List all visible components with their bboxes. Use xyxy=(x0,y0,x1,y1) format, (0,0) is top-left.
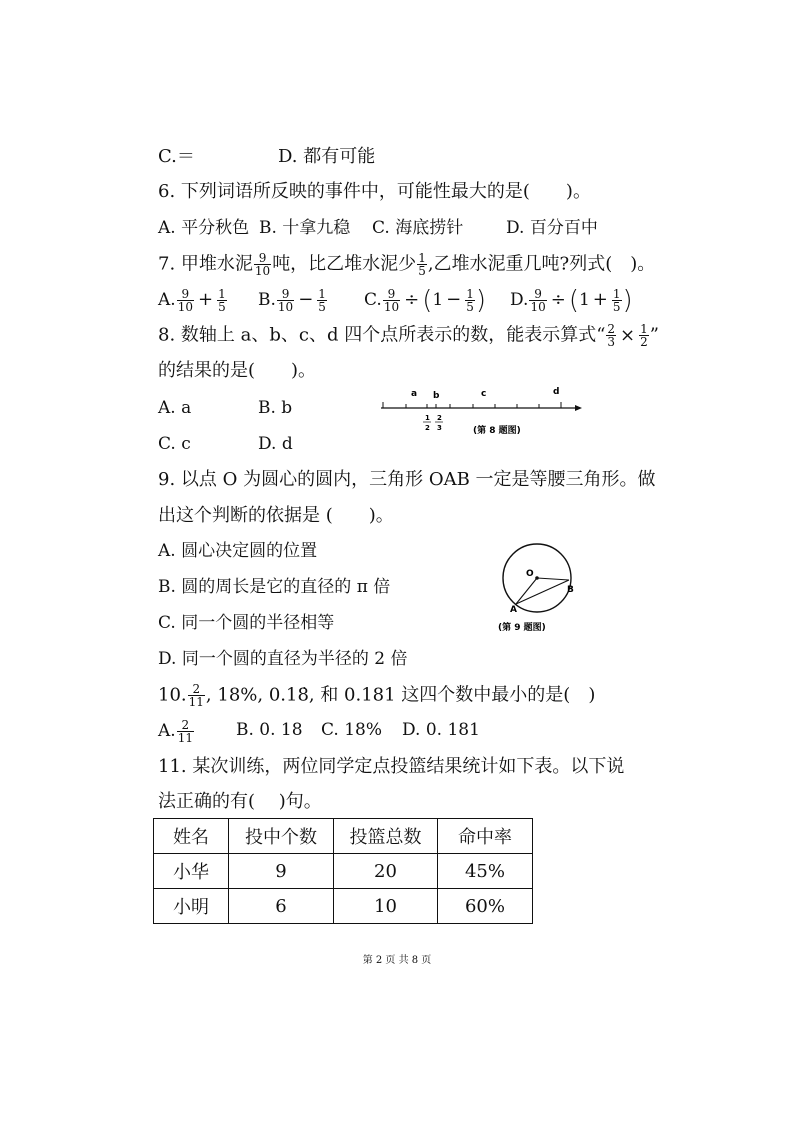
page-footer: 第 2 页 共 8 页 xyxy=(362,955,432,966)
table-cell: 小华 xyxy=(154,854,229,889)
label-o: O xyxy=(526,569,534,579)
q6-option-b: B. 十拿九稳 xyxy=(259,218,351,238)
svg-text:2: 2 xyxy=(437,414,442,422)
table-cell: 45% xyxy=(438,854,533,889)
point-b-label: b xyxy=(433,391,440,401)
number-line-figure xyxy=(375,380,590,440)
table-cell: 60% xyxy=(438,889,533,924)
shooting-stats-table xyxy=(153,818,533,924)
q8-stem: 8. 数轴上 a、b、c、d 四个点所表示的数，能表示算式“ $\frac{2}{3}$ × $\frac{1}{2}$ ” xyxy=(158,322,659,349)
q7-fraction-1-5: $\frac{1}{5}$ xyxy=(418,251,426,278)
svg-text:3: 3 xyxy=(437,424,442,432)
q5-options-row xyxy=(158,146,376,168)
q8-option-b: B. b xyxy=(258,398,293,418)
q6-option-d: D. 百分百中 xyxy=(506,218,598,238)
q10-option-a: A. $\frac{2}{11}$ xyxy=(158,718,193,745)
q10-stem: 10. $\frac{2}{11}$ , 18%, 0.18̇, 和 0.181 这四个数中最小的是( ) xyxy=(158,682,596,709)
figure-8-caption: (第 8 题图) xyxy=(473,426,521,436)
table-cell: 20 xyxy=(334,854,438,889)
q7-option-c: C. $\frac{9}{10}$ ÷ (1 − $\frac{1}{5}$ ) xyxy=(364,285,487,316)
radius-oa xyxy=(516,578,537,604)
point-c-label: c xyxy=(481,389,487,399)
svg-text:1: 1 xyxy=(425,414,430,422)
q5-option-d: D. 都有可能 xyxy=(278,146,376,167)
header-cell: 投篮总数 xyxy=(334,819,438,854)
header-cell: 姓名 xyxy=(154,819,229,854)
q7-fraction-9-10: $\frac{9}{10}$ xyxy=(254,251,271,278)
table-cell: 6 xyxy=(229,889,334,924)
q10-option-b: B. 0. 18 xyxy=(236,720,303,740)
q8-option-a: A. a xyxy=(158,398,192,418)
table-cell: 10 xyxy=(334,889,438,924)
q8-option-c: C. c xyxy=(158,434,191,454)
label-a: A xyxy=(510,605,517,615)
q6-stem: 6. 下列词语所反映的事件中，可能性最大的是( )。 xyxy=(158,181,591,202)
table-header-row xyxy=(154,819,533,854)
q6-option-c: C. 海底捞针 xyxy=(372,218,464,238)
label-b: B xyxy=(567,585,574,595)
table-row xyxy=(154,889,533,924)
q8-stem-continued: 的结果的是( )。 xyxy=(158,360,317,381)
header-cell: 命中率 xyxy=(438,819,533,854)
q9-option-c: C. 同一个圆的半径相等 xyxy=(158,613,335,633)
header-cell: 投中个数 xyxy=(229,819,334,854)
point-a-label: a xyxy=(411,389,418,399)
circle-figure xyxy=(495,540,585,635)
q11-stem: 11. 某次训练，两位同学定点投篮结果统计如下表。以下说 xyxy=(158,756,625,777)
chord-ab xyxy=(516,580,569,604)
radius-ob xyxy=(537,578,569,580)
q7-option-d: D. $\frac{9}{10}$ ÷ (1 + $\frac{1}{5}$ ) xyxy=(510,285,633,316)
point-d-label: d xyxy=(553,387,560,397)
q7-option-b: B. $\frac{9}{10}$ − $\frac{1}{5}$ xyxy=(258,287,326,314)
number-line-arrow xyxy=(575,405,582,411)
q7-option-a: A. $\frac{9}{10}$ + $\frac{1}{5}$ xyxy=(158,287,226,314)
q6-option-a: A. 平分秋色 xyxy=(158,218,250,238)
q10-option-d: D. 0. 181 xyxy=(402,720,480,740)
q7-stem: 7. 甲堆水泥 $\frac{9}{10}$ 吨，比乙堆水泥少 $\frac{1}{5}$ ,乙堆水泥重几吨?列式( )。 xyxy=(158,251,656,278)
q11-stem-continued: 法正确的有( )句。 xyxy=(158,791,322,812)
table-cell: 小明 xyxy=(154,889,229,924)
table-cell: 9 xyxy=(229,854,334,889)
table-row xyxy=(154,854,533,889)
q9-option-b: B. 圆的周长是它的直径的 π 倍 xyxy=(158,577,391,597)
q10-option-c: C. 18% xyxy=(321,720,382,740)
q9-option-a: A. 圆心决定圆的位置 xyxy=(158,541,318,561)
q9-stem: 9. 以点 O 为圆心的圆内，三角形 OAB 一定是等腰三角形。做 xyxy=(158,469,656,490)
figure-9-caption: (第 9 题图) xyxy=(498,623,546,633)
q9-option-d: D. 同一个圆的直径为半径的 2 倍 xyxy=(158,649,408,669)
q8-option-d: D. d xyxy=(258,434,293,454)
svg-text:2: 2 xyxy=(425,424,430,432)
q5-option-c: C.＝ xyxy=(158,146,195,167)
q9-stem-continued: 出这个判断的依据是 ( )。 xyxy=(158,505,394,526)
